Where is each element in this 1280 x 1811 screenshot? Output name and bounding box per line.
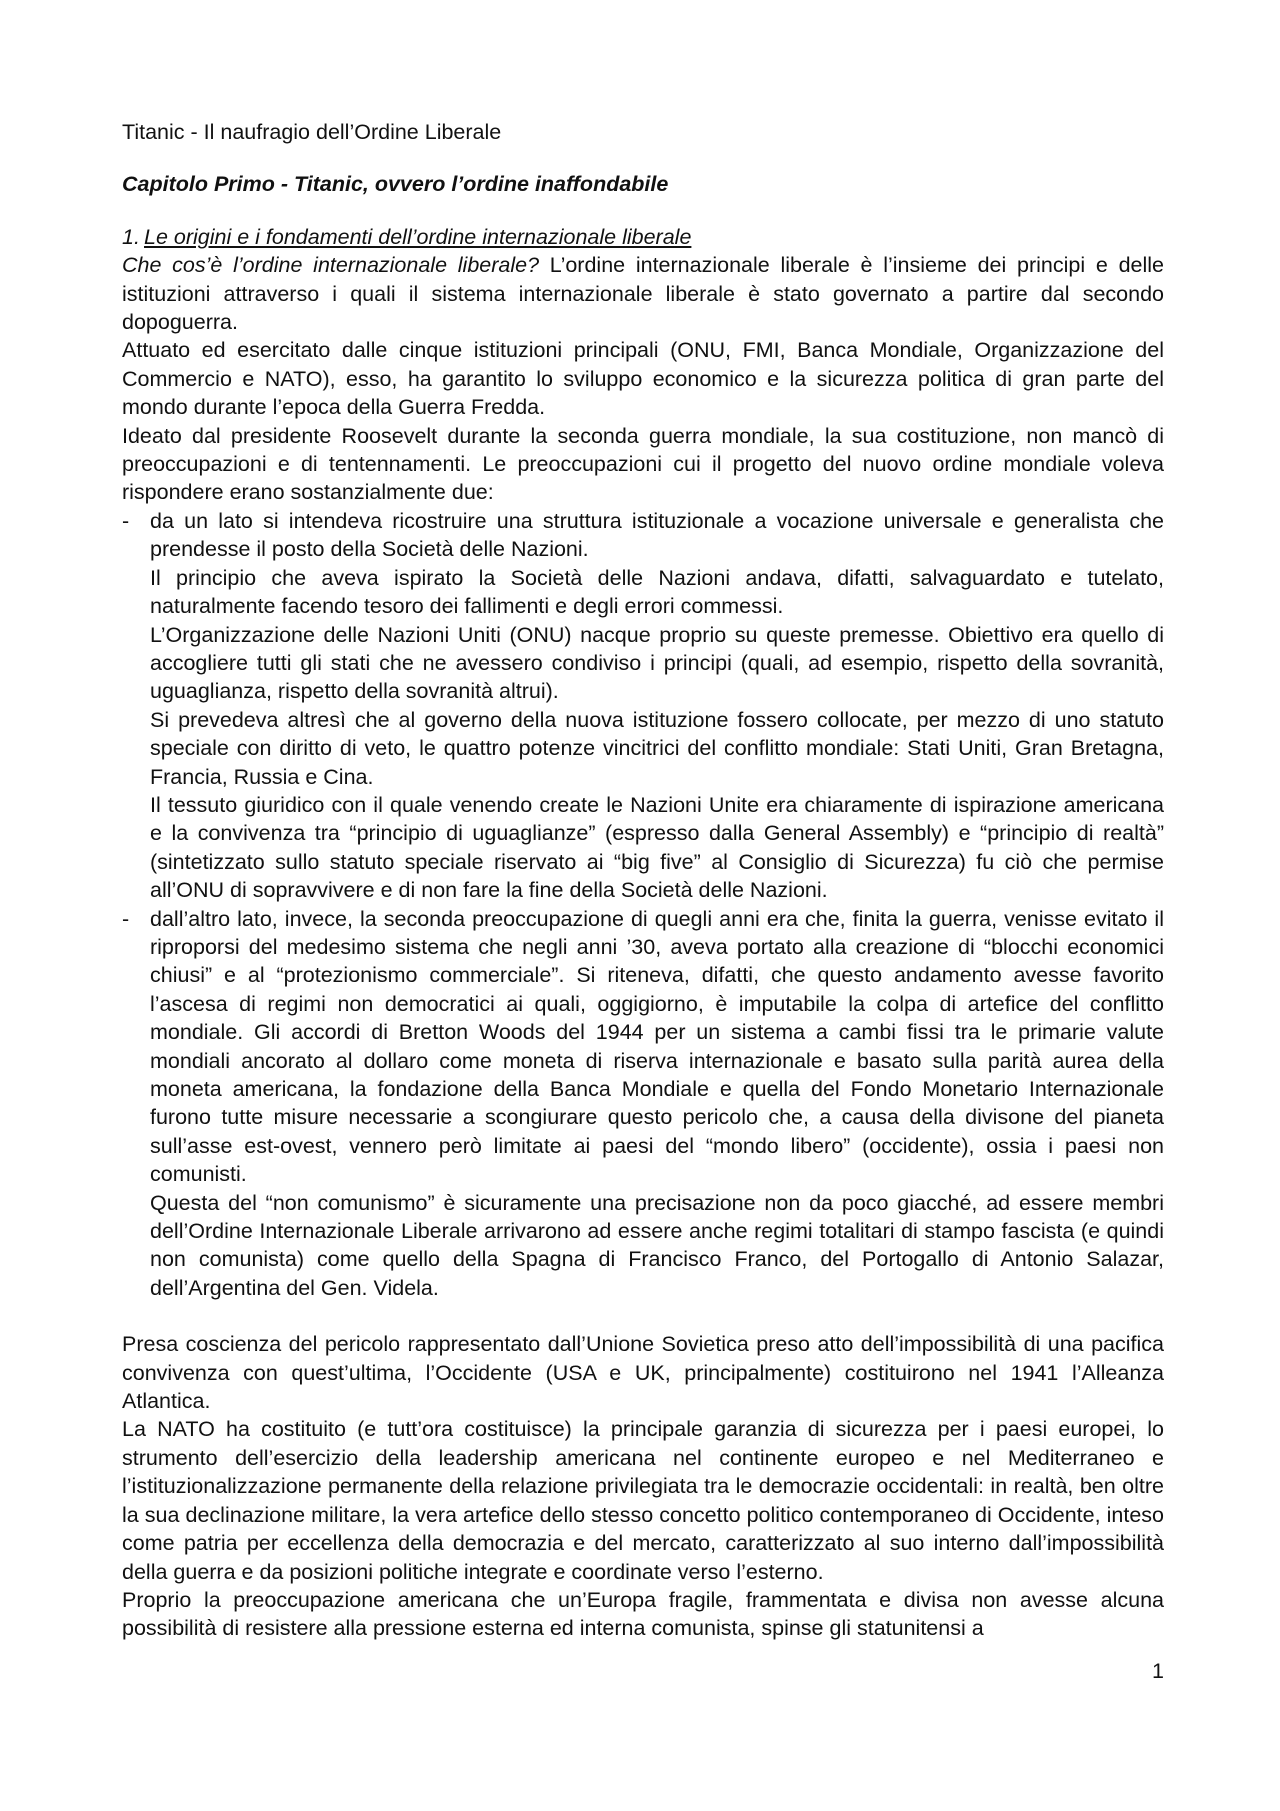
- intro-question: Che cos’è l’ordine internazionale liberale?: [122, 253, 540, 278]
- section-number: 1.: [122, 224, 140, 249]
- page-number: 1: [1152, 1659, 1164, 1683]
- intro-answer: L’ordine internazionale liberale è l’insieme dei principi e delle istituzioni attraverso i quali il sistema internazionale liberale è stato governato a partire dal secondo dopoguerra.: [122, 253, 1164, 335]
- document-title: Titanic - Il naufragio dell’Ordine Liberale: [122, 120, 502, 144]
- list-paragraph: Il tessuto giuridico con il quale venendo create le Nazioni Unite era chiaramente di ispirazione americana e la convivenza tra “principio di uguaglianze” (espresso dalla General Assembly) e “principio di realtà” (sintetizzato sullo statuto speciale riservato ai “big five” al Consiglio di Sicurezza) fu ciò che permise all’ONU di sopravvivere e di non fare la fine della Società delle Nazioni.: [150, 792, 1164, 903]
- paragraph-gap: [122, 1302, 1164, 1330]
- body-paragraph: La NATO ha costituito (e tutt’ora costituisce) la principale garanzia di sicurezza per i paesi europei, lo strumento dell’esercizio della leadership americana nel continente europeo e nel Mediterraneo e l’istituzionalizzazione permanente della relazione privilegiata tra le democrazie occidentali: in realtà, ben oltre la sua declinazione militare, la vera artefice dello stesso concetto politico contemporaneo di Occidente, inteso come patria per eccellenza della democrazia e del mercato, caratterizzato al suo interno dall’impossibilità della guerra e da posizioni politiche integrate e coordinate verso l’esterno.: [122, 1417, 1164, 1584]
- document-page: [122, 118, 1164, 1643]
- body-paragraph: Proprio la preoccupazione americana che un’Europa fragile, frammentata e divisa non avesse alcuna possibilità di resistere alla pressione esterna ed interna comunista, spinse gli statunitensi a: [122, 1587, 1164, 1641]
- chapter-title: Capitolo Primo - Titanic, ovvero l’ordine inaffondabile: [122, 172, 669, 197]
- list-paragraph: dall’altro lato, invece, la seconda preoccupazione di quegli anni era che, finita la guerra, venisse evitato il riproporsi del medesimo sistema che negli anni ’30, aveva portato alla creazione di “blocchi economici chiusi” e al “protezionismo commerciale”. Si riteneva, difatti, che questo andamento avesse favorito l’ascesa di regimi non democratici ai quali, oggigiorno, è imputabile la colpa di artefice del conflitto mondiale. Gli accordi di Bretton Woods del 1944 per un sistema a cambi fissi tra le primarie valute mondiali ancorato al dollaro come moneta di riserva internazionale e basato sulla parità aurea della moneta americana, la fondazione della Banca Mondiale e quella del Fondo Monetario Internazionale furono tutte misure necessarie a scongiurare questo pericolo che, a causa della divisone del pianeta sull’asse est-ovest, vennero però limitate ai paesi del “mondo libero” (occidente), ossia i paesi non comunisti.: [150, 906, 1164, 1187]
- section-heading-text: Le origini e i fondamenti dell’ordine internazionale liberale: [144, 224, 692, 249]
- list-item: [122, 905, 1164, 1303]
- dash-bullet: -: [122, 508, 130, 533]
- dash-bullet: -: [122, 906, 130, 931]
- concerns-list: [122, 507, 1164, 1302]
- body-paragraph: Presa coscienza del pericolo rappresentato dall’Unione Sovietica preso atto dell’impossibilità di una pacifica convivenza con quest’ultima, l’Occidente (USA e UK, principalmente) costituirono nel 1941 l’Alleanza Atlantica.: [122, 1332, 1164, 1414]
- body-paragraph: Ideato dal presidente Roosevelt durante la seconda guerra mondiale, la sua costituzione, non mancò di preoccupazioni e di tentennamenti. Le preoccupazioni cui il progetto del nuovo ordine mondiale voleva rispondere erano sostanzialmente due:: [122, 423, 1164, 505]
- list-paragraph: Si prevedeva altresì che al governo della nuova istituzione fossero collocate, per mezzo di uno statuto speciale con diritto di veto, le quattro potenze vincitrici del conflitto mondiale: Stati Uniti, Gran Bretagna, Francia, Russia e Cina.: [150, 707, 1164, 789]
- list-paragraph: L’Organizzazione delle Nazioni Uniti (ONU) nacque proprio su queste premesse. Obiettivo era quello di accogliere tutti gli stati che ne avessero condiviso i principi (quali, ad esempio, rispetto della sovranità, uguaglianza, rispetto della sovranità altrui).: [150, 622, 1164, 704]
- list-paragraph: Il principio che aveva ispirato la Società delle Nazioni andava, difatti, salvaguardato e tutelato, naturalmente facendo tesoro dei fallimenti e degli errori commessi.: [150, 565, 1164, 619]
- section-heading: [122, 223, 1164, 251]
- list-paragraph: da un lato si intendeva ricostruire una struttura istituzionale a vocazione universale e generalista che prendesse il posto della Società delle Nazioni.: [150, 508, 1164, 562]
- list-item: [122, 507, 1164, 905]
- intro-paragraph: [122, 251, 1164, 336]
- list-paragraph: Questa del “non comunismo” è sicuramente una precisazione non da poco giacché, ad essere membri dell’Ordine Internazionale Liberale arrivarono ad essere anche regimi totalitari di stampo fascista (e quindi non comunista) come quello della Spagna di Francisco Franco, del Portogallo di Antonio Salazar, dell’Argentina del Gen. Videla.: [150, 1190, 1164, 1300]
- body-paragraph: Attuato ed esercitato dalle cinque istituzioni principali (ONU, FMI, Banca Mondiale, Organizzazione del Commercio e NATO), esso, ha garantito lo sviluppo economico e la sicurezza politica di gran parte del mondo durante l’epoca della Guerra Fredda.: [122, 338, 1164, 420]
